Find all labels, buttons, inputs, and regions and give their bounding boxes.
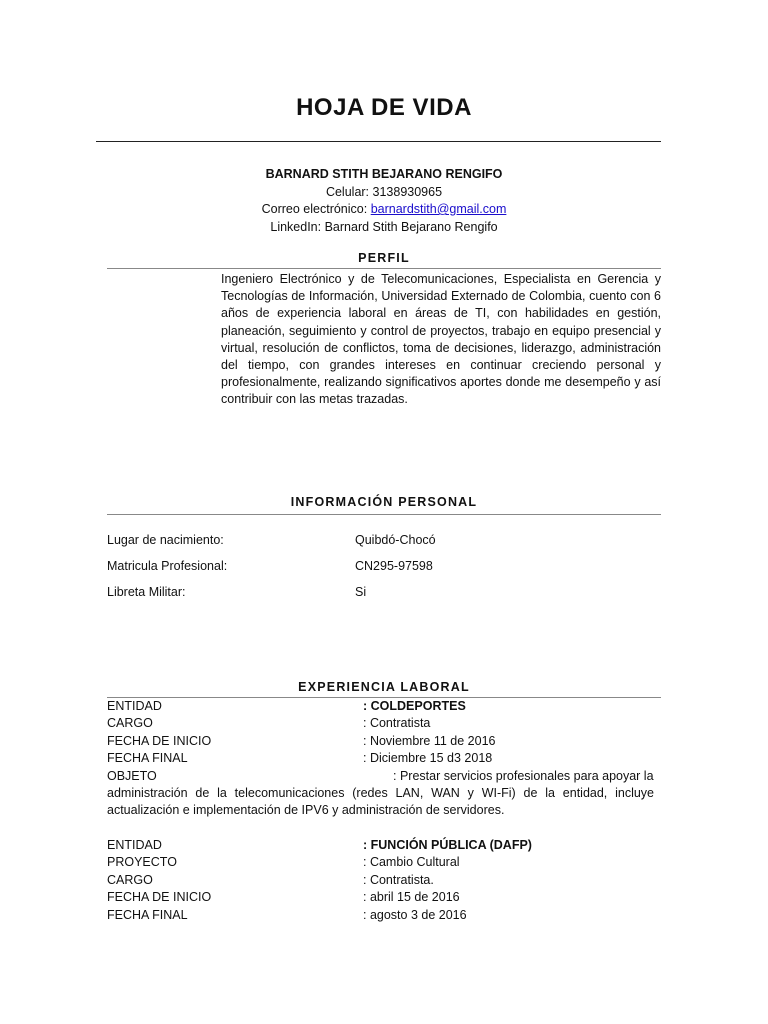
job-field-label: CARGO [107,716,153,731]
job-objeto-label: OBJETO [107,768,157,783]
phone-line [0,184,768,202]
email-line [0,201,768,219]
phone-label: Celular: [325,184,370,199]
job-field-label: FECHA FINAL [107,907,188,922]
info-value-libreta: Si [355,585,367,599]
phone-number: 3138930965 [372,184,443,199]
profile-text: Ingeniero Electrónico y de Telecomunicaciones, Especialista en Gerencia y Tecnologías de Información, Universidad Externado de Colombia, cuento con 6 años de experiencia laboral en áreas de TI, con habilidades en gestión, planeación, seguimiento y control de proyectos, trabajo en equipo presencial y virtual, resolución de conflictos, toma de decisiones, liderazgo, administración del tiempo, con grandes intereses en continuar creciendo personal y profesionalmente, realizando significativos aportes donde me desempeño y así contribuir con las metas trazadas. [221,272,661,407]
section-divider-perfil [107,268,661,269]
info-label-libreta: Libreta Militar: [107,585,186,599]
full-name: BARNARD STITH BEJARANO RENGIFO [265,167,503,181]
email-label: Correo electrónico: [261,202,368,216]
job-field-label: FECHA DE INICIO [107,733,212,748]
job-row [107,733,654,750]
linkedin-line [0,219,768,237]
title-divider [96,141,661,142]
job-objeto-text: administración de la telecomunicaciones (redes LAN, WAN y WI-Fi) de la entidad, incluye actualización e implementación de IPV6 y administración de servidores. [107,785,654,818]
section-divider-info [107,514,661,515]
linkedin-name: Barnard Stith Bejarano Rengifo [324,219,498,234]
job-field-value: : Diciembre 15 d3 2018 [363,751,493,766]
job-field-label: FECHA DE INICIO [107,890,212,905]
job-objeto-first-line: : Prestar servicios profesionales para apoyar la [393,768,654,783]
document-title: HOJA DE VIDA [296,94,472,121]
job-field-label: FECHA FINAL [107,751,188,766]
job-field-label: ENTIDAD [107,838,162,852]
info-value-matricula: CN295-97598 [355,559,433,573]
job-entry-2 [107,837,654,924]
linkedin-label: LinkedIn: [270,219,322,234]
job-entry-1 [107,698,654,820]
job-row [107,854,654,871]
job-row [107,698,654,715]
info-value-birthplace: Quibdó-Chocó [355,533,436,547]
job-field-value: : Noviembre 11 de 2016 [363,733,496,748]
job-field-value: : FUNCIÓN PÚBLICA (DAFP) [363,838,532,852]
job-field-label: PROYECTO [107,855,177,870]
section-heading-perfil: PERFIL [358,251,410,265]
email-link[interactable]: barnardstith@gmail.com [370,202,507,216]
job-field-value: : Contratista [363,716,431,731]
job-field-value: : COLDEPORTES [363,699,466,713]
job-row [107,715,654,732]
job-field-label: CARGO [107,872,153,887]
job-row [107,907,654,924]
job-row [107,837,654,854]
job-row [107,750,654,767]
info-label-birthplace: Lugar de nacimiento: [107,533,224,547]
job-row [107,872,654,889]
section-heading-experiencia: EXPERIENCIA LABORAL [298,680,470,694]
info-label-matricula: Matricula Profesional: [107,559,228,573]
contact-block [0,166,768,236]
job-row [107,768,654,785]
job-field-value: : Cambio Cultural [363,855,460,870]
job-field-value: : Contratista. [363,872,434,887]
job-field-value: : agosto 3 de 2016 [363,907,467,922]
job-field-label: ENTIDAD [107,699,162,713]
job-row [107,889,654,906]
job-field-value: : abril 15 de 2016 [363,890,460,905]
section-heading-info: INFORMACIÓN PERSONAL [290,495,478,509]
